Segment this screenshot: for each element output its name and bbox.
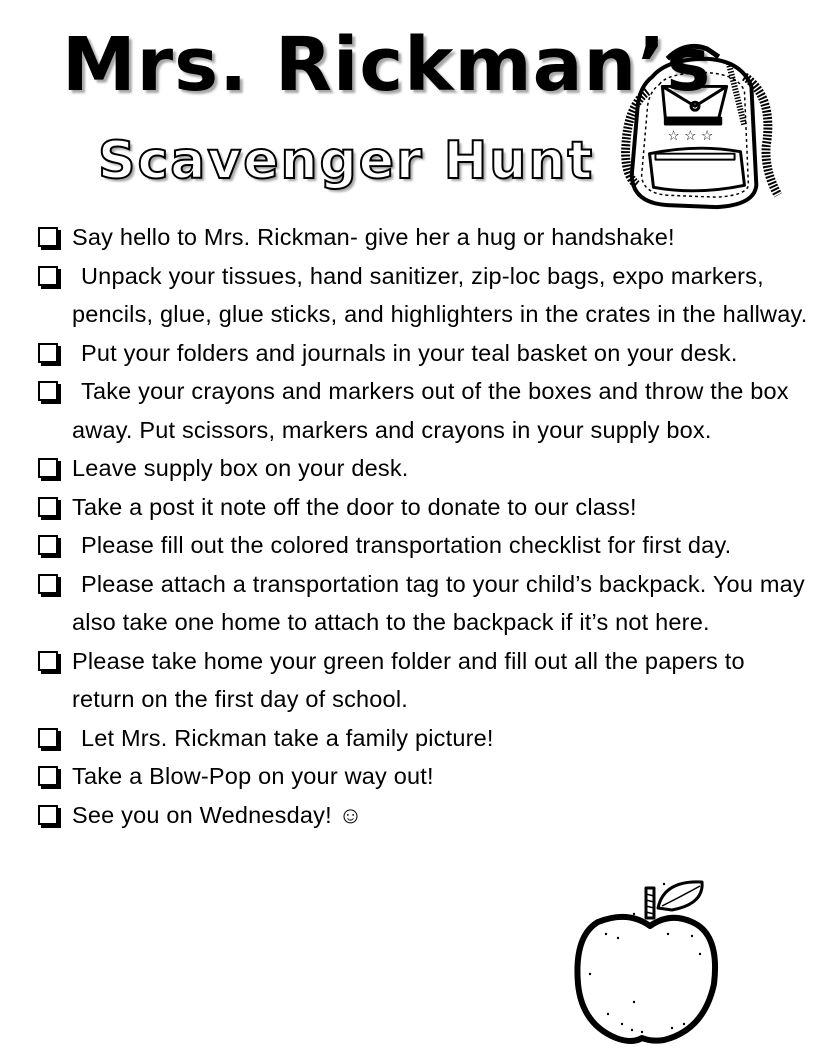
checklist-item-label: Put your folders and journals in your teal basket on your desk. xyxy=(81,339,738,366)
checkbox[interactable] xyxy=(38,497,58,517)
checklist-item-label: Please fill out the colored transportation checklist for first day. xyxy=(81,532,732,558)
checklist-item[interactable] xyxy=(38,372,808,449)
checklist-item-label: Take a Blow-Pop on your way out! xyxy=(72,763,434,789)
checkbox[interactable] xyxy=(38,728,58,748)
checklist-item-label: Please attach a transportation tag to your child’s backpack. You may also take one home to attach to the backpack if it’s not here. xyxy=(72,570,805,635)
scavenger-hunt-checklist xyxy=(38,218,808,834)
checklist-item[interactable] xyxy=(38,565,808,642)
page-title: Mrs. Rickman’s xyxy=(62,22,712,108)
checkbox[interactable] xyxy=(38,266,58,286)
checklist-item-label: Leave supply box on your desk. xyxy=(72,455,409,481)
checklist-item-label: Say hello to Mrs. Rickman- give her a hug or handshake! xyxy=(72,224,675,250)
checkbox[interactable] xyxy=(38,535,58,555)
checklist-item[interactable] xyxy=(38,796,808,835)
checkbox[interactable] xyxy=(38,766,58,786)
page-subtitle: Scavenger Hunt xyxy=(98,131,595,191)
checklist-item-label: Unpack your tissues, hand sanitizer, zip-loc bags, expo markers, pencils, glue, glue sticks, and highlighters in the crates in the hallway. xyxy=(72,262,808,327)
checklist-item[interactable] xyxy=(38,488,808,527)
apple-icon xyxy=(572,874,720,1050)
checklist-item[interactable] xyxy=(38,526,808,565)
checkbox[interactable] xyxy=(38,651,58,671)
checklist-item[interactable] xyxy=(38,449,808,488)
checkbox[interactable] xyxy=(38,805,58,825)
backpack-icon xyxy=(608,36,786,216)
checkbox[interactable] xyxy=(38,227,58,247)
checklist-item-label: Take a post it note off the door to donate to our class! xyxy=(72,493,637,520)
checklist-item[interactable] xyxy=(38,757,808,796)
checklist-item-label: Please take home your green folder and fill out all the papers to return on the first day of school. xyxy=(72,647,745,712)
checklist-item-label: See you on Wednesday! ☺ xyxy=(72,801,363,828)
checkbox[interactable] xyxy=(38,574,58,594)
checkbox[interactable] xyxy=(38,343,58,363)
checklist-item-label: Let Mrs. Rickman take a family picture! xyxy=(81,724,494,751)
checkbox[interactable] xyxy=(38,381,58,401)
checklist-item[interactable] xyxy=(38,218,808,257)
svg-text:☆ ☆ ☆: ☆ ☆ ☆ xyxy=(667,127,714,144)
checkbox[interactable] xyxy=(38,458,58,478)
checklist-item[interactable] xyxy=(38,642,808,719)
checklist-item[interactable] xyxy=(38,719,808,758)
checklist-item-label: Take your crayons and markers out of the boxes and throw the box away. Put scissors, markers and crayons in your supply box. xyxy=(72,378,789,443)
checklist-item[interactable] xyxy=(38,334,808,373)
checklist-item[interactable] xyxy=(38,257,808,334)
